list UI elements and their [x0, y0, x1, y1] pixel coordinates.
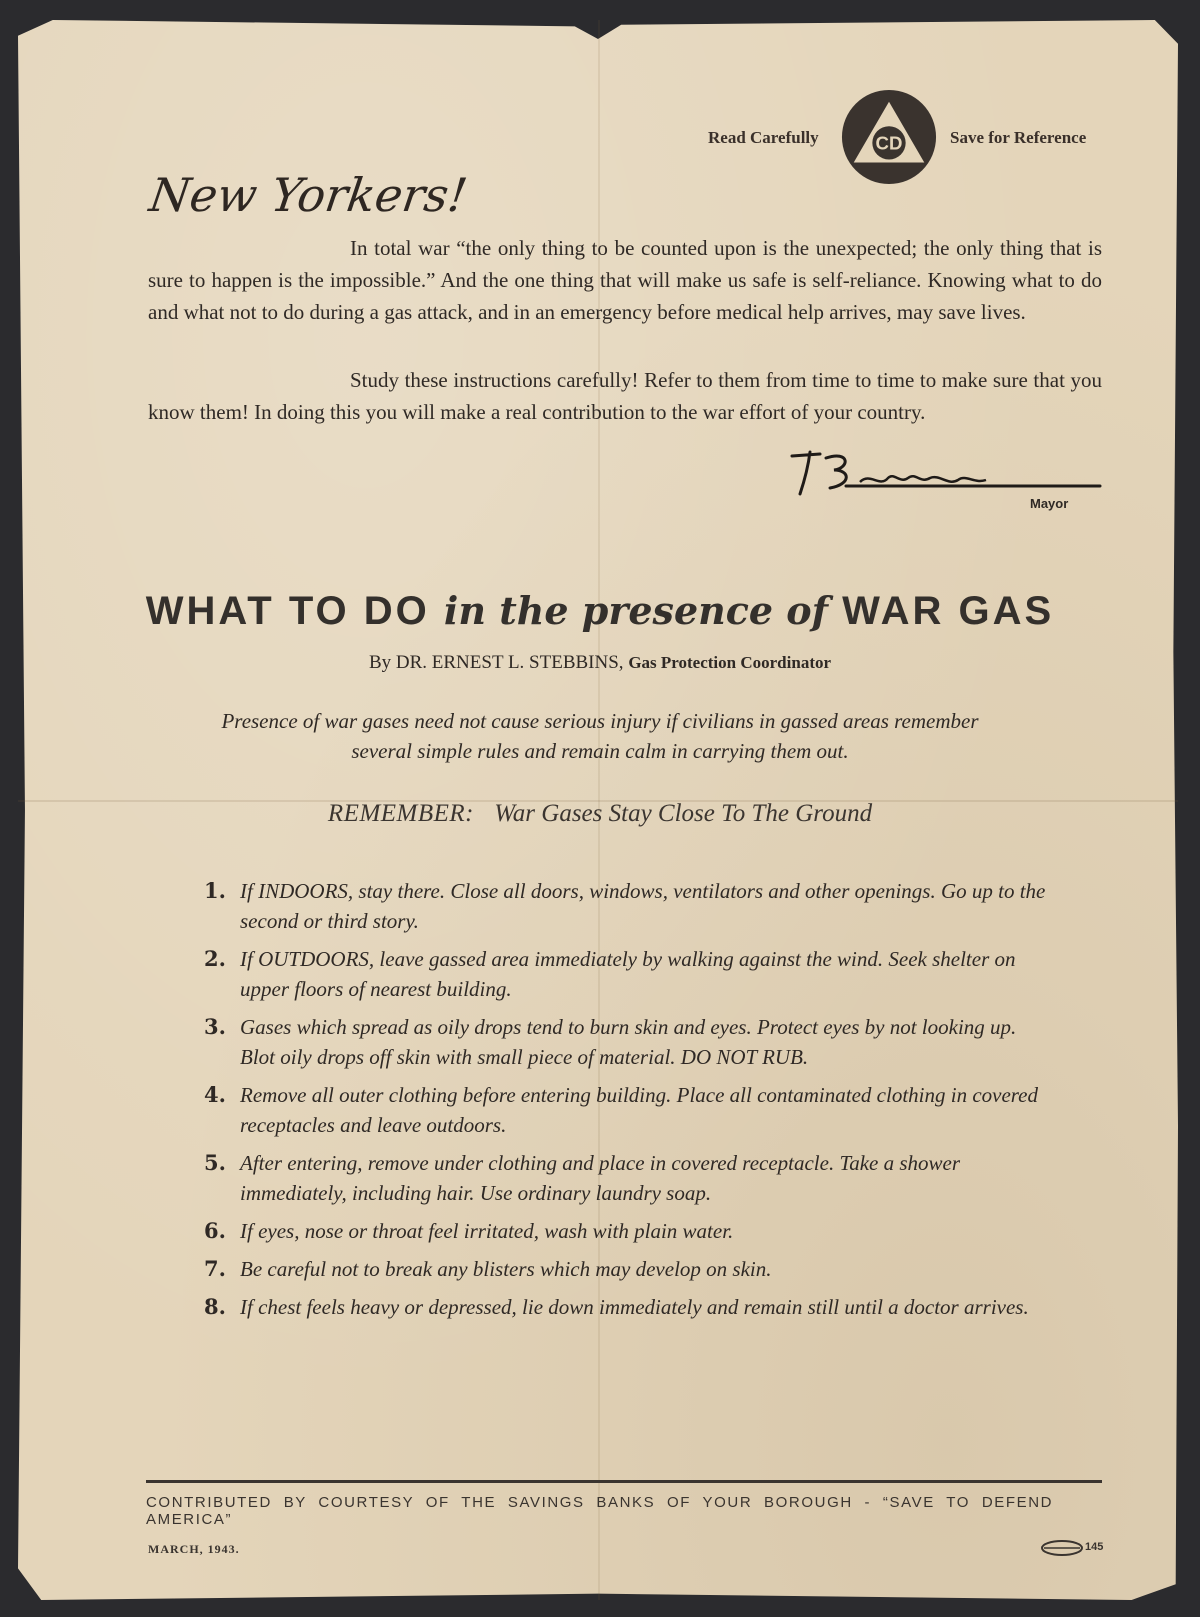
intro-paragraph-1: In total war “the only thing to be counted upon is the unexpected; the only thing that is sure to happen is the impossible.” And the one thing that will make us safe is self-reliance. Knowing what to do and what not to do during a gas attack, and in an emergency before medical help arrives, may save lives. — [148, 236, 1102, 324]
byline — [0, 652, 1200, 674]
rule-number: 7. — [204, 1256, 226, 1281]
rule-text: Gases which spread as oily drops tend to burn skin and eyes. Protect eyes by not looking up. Blot oily drops off skin with small piece of material. DO NOT RUB. — [240, 1015, 1017, 1069]
list-item — [204, 1080, 1054, 1140]
list-item — [204, 1148, 1054, 1208]
remember-line — [0, 800, 1200, 828]
footer-code: 145 — [1085, 1541, 1104, 1553]
rule-text: If chest feels heavy or depressed, lie down immediately and remain still until a doctor arrives. — [240, 1295, 1029, 1319]
title-left: WHAT TO DO — [145, 589, 430, 633]
rule-number: 2. — [204, 946, 226, 971]
list-item — [204, 876, 1054, 936]
read-carefully-label: Read Carefully — [708, 128, 819, 147]
remember-lead: REMEMBER: — [327, 800, 475, 827]
footer-date: MARCH, 1943. — [148, 1542, 240, 1556]
list-item — [204, 944, 1054, 1004]
list-item — [204, 1216, 1054, 1246]
rule-number: 5. — [204, 1150, 226, 1175]
rule-number: 4. — [204, 1082, 226, 1107]
footer-credit: CONTRIBUTED BY COURTESY OF THE SAVINGS BANKS OF YOUR BOROUGH - “SAVE TO DEFEND AMERICA” — [146, 1494, 1054, 1528]
rule-number: 3. — [204, 1014, 226, 1039]
list-item — [204, 1292, 1054, 1322]
rule-text: Be careful not to break any blisters which may develop on skin. — [240, 1257, 772, 1281]
byline-role: Gas Protection Coordinator — [628, 653, 832, 672]
rule-text: If INDOORS, stay there. Close all doors, windows, ventilators and other openings. Go up to the second or third story. — [240, 879, 1046, 933]
footer-divider — [146, 1480, 1102, 1483]
logo-text: CD — [875, 132, 903, 154]
rule-text: After entering, remove under clothing and place in covered receptacle. Take a shower immediately, including hair. Use ordinary laundry soap. — [240, 1151, 961, 1205]
page-title — [0, 588, 1200, 634]
rule-number: 8. — [204, 1294, 226, 1319]
rule-text: If eyes, nose or throat feel irritated, wash with plain water. — [240, 1219, 734, 1243]
byline-name: By DR. ERNEST L. STEBBINS, — [368, 652, 624, 673]
rule-number: 1. — [204, 878, 226, 903]
intro-statement: Presence of war gases need not cause serious injury if civilians in gassed areas remember several simple rules and remain calm in carrying them out. — [221, 709, 979, 763]
intro-paragraph-2: Study these instructions carefully! Refer to them from time to time to make sure that you know them! In doing this you will make a real contribution to the war effort of your country. — [148, 368, 1102, 424]
rule-number: 6. — [204, 1218, 226, 1243]
rule-text: If OUTDOORS, leave gassed area immediately by walking against the wind. Seek shelter on upper floors of nearest building. — [240, 947, 1016, 1001]
signature-title: Mayor — [1030, 496, 1069, 511]
list-item — [204, 1012, 1054, 1072]
salutation: New Yorkers! — [146, 168, 471, 222]
title-middle: in the presence of — [443, 588, 828, 633]
title-right: WAR GAS — [842, 589, 1055, 633]
rule-text: Remove all outer clothing before entering building. Place all contaminated clothing in covered receptacles and leave outdoors. — [240, 1083, 1038, 1137]
remember-text: War Gases Stay Close To The Ground — [494, 800, 873, 827]
list-item — [204, 1254, 1054, 1284]
rules-list — [204, 876, 1054, 1330]
save-for-reference-label: Save for Reference — [950, 128, 1087, 147]
header-row — [700, 88, 1100, 188]
civil-defense-logo-icon — [840, 88, 938, 186]
